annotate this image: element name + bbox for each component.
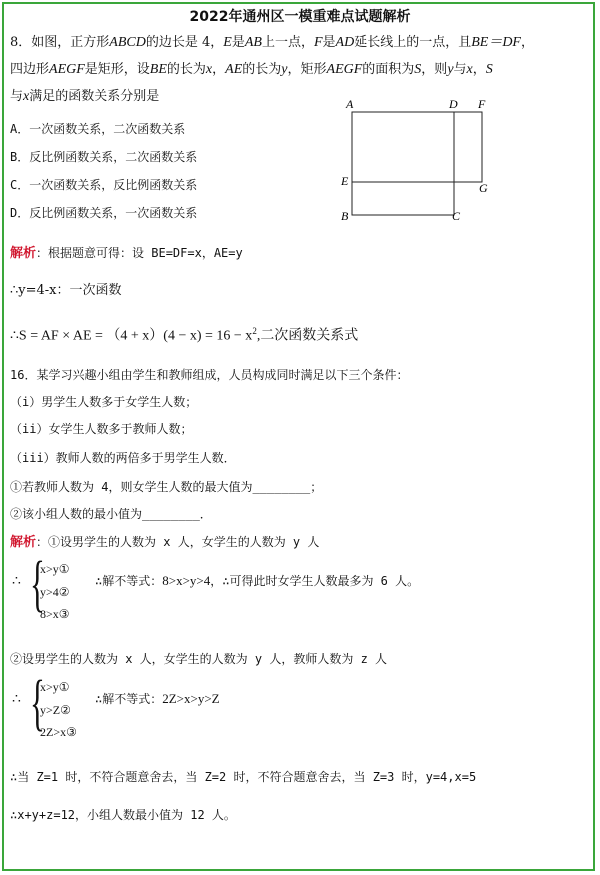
- q16-stem: 16．某学习兴趣小组由学生和教师组成，人员构成同时满足以下三个条件：: [10, 368, 409, 382]
- page-title: 2022年通州区一模重难点试题解析: [189, 9, 411, 25]
- q8-line-1: 8．如图，正方形ABCD的边长是 4，E是AB上一点，F是AD延长线上的一点，且BE＝DF，: [10, 35, 534, 50]
- system-2-line-3: 2Z>x③: [40, 725, 77, 739]
- system-2-brace: {: [30, 669, 45, 737]
- therefore-symbol-2: ∴: [12, 691, 21, 707]
- q8-option-c: C．一次函数关系，反比例函数关系: [10, 178, 198, 192]
- system-2-line-2: y>Z②: [40, 703, 71, 717]
- q16-analysis-2: ②设男学生的人数为 x 人，女学生的人数为 y 人，教师人数为 z 人: [10, 652, 388, 666]
- square-abcd: [352, 112, 454, 215]
- q16-analysis-1: 解析：①设男学生的人数为 x 人，女学生的人数为 y 人: [10, 535, 320, 550]
- system-1-solution: ∴解不等式：8>x>y>4，∴可得此时女学生人数最多为 6 人。: [95, 573, 420, 588]
- q16-condition-1: （i）男学生人数多于女学生人数；: [10, 395, 198, 409]
- system-1-brace: {: [30, 550, 45, 618]
- system-1-line-3: 8>x③: [40, 607, 70, 621]
- q16-condition-3: （iii）教师人数的两倍多于男学生人数．: [10, 451, 236, 465]
- q8-line-3: 与x满足的函数关系分别是: [10, 89, 160, 104]
- label-b: B: [341, 209, 349, 223]
- label-d: D: [449, 97, 458, 111]
- label-c: C: [452, 209, 461, 223]
- q16-sub-2: ②该小组人数的最小值为________．: [10, 507, 212, 521]
- rectangle-aegf: [352, 112, 482, 182]
- q16-analysis-3: ∴当 Z=1 时，不符合题意舍去，当 Z=2 时，不符合题意舍去，当 Z=3 时，y=4,x=5: [10, 770, 477, 784]
- q8-analysis-1: 解析：根据题意可得：设 BE=DF=x，AE=y: [10, 246, 243, 261]
- q8-line-2: 四边形AEGF是矩形，设BE的长为x，AE的长为y，矩形AEGF的面积为S，则y与x，S: [10, 62, 493, 77]
- q16-analysis-4: ∴x+y+z=12，小组人数最小值为 12 人。: [10, 808, 236, 822]
- q16-sub-1: ①若教师人数为 4，则女学生人数的最大值为________；: [10, 480, 323, 494]
- q8-option-b: B．反比例函数关系，二次函数关系: [10, 150, 198, 164]
- label-a: A: [346, 97, 354, 111]
- q8-option-d: D．反比例函数关系，一次函数关系: [10, 206, 198, 220]
- q16-condition-2: （ii）女学生人数多于教师人数；: [10, 422, 193, 436]
- system-1-line-2: y>4②: [40, 585, 70, 599]
- q8-figure: [335, 95, 505, 225]
- q8-option-a: A．一次函数关系，二次函数关系: [10, 122, 186, 136]
- q8-analysis-3: ∴S = AF × AE = $(4 + x)(4 - x) = 16 - x^2$,二次函数关系式: [10, 326, 359, 344]
- q8-analysis-2: ∴y=4-x：一次函数: [10, 283, 122, 298]
- label-f: F: [478, 97, 486, 111]
- label-e: E: [341, 174, 349, 188]
- system-2-line-1: x>y①: [40, 680, 70, 694]
- system-1-line-1: x>y①: [40, 562, 70, 576]
- label-g: G: [479, 181, 488, 195]
- system-2-solution: ∴解不等式：2Z>x>y>Z: [95, 691, 220, 706]
- therefore-symbol-1: ∴: [12, 573, 21, 589]
